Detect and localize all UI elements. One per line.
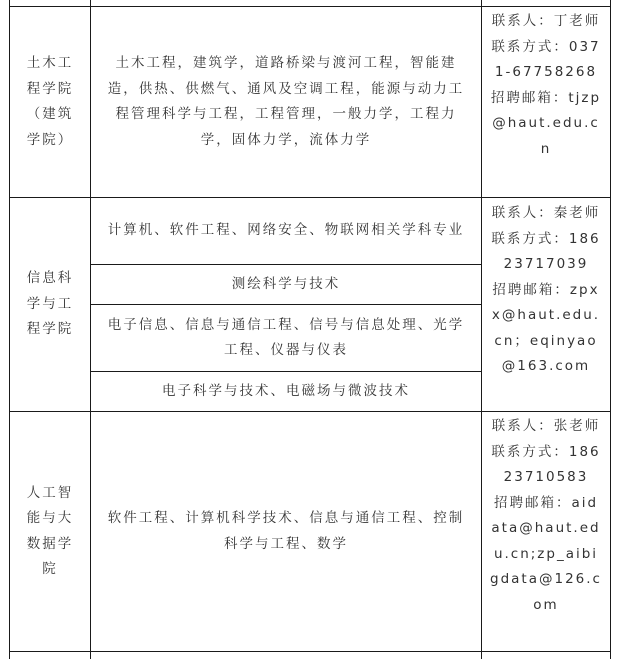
major-list: 电子信息、信息与通信工程、信号与信息处理、光学工程、仪器与仪表 (107, 316, 465, 358)
major-list: 电子科学与技术、电磁场与微波技术 (162, 382, 410, 399)
contact-person: 联系人：丁老师 (491, 13, 601, 29)
table-row-college (10, 198, 90, 411)
table-row-college (10, 7, 90, 197)
contact-phone: 联系方式：18623710583 (491, 443, 601, 485)
contact-person: 联系人：张老师 (491, 418, 601, 434)
table-row-majors (91, 265, 481, 304)
contact-phone: 联系方式：0371-67758268 (491, 38, 601, 80)
table-row-contact (482, 201, 610, 411)
college-name: 人工智能与大数据学院 (26, 484, 74, 577)
major-list: 软件工程、计算机科学技术、信息与通信工程、控制科学与工程、数学 (107, 510, 465, 552)
table-row-contact (482, 414, 610, 651)
college-name: 信息科学与工程学院 (26, 270, 74, 338)
table-row-majors (91, 198, 481, 264)
table-row-majors (91, 305, 481, 371)
major-list: 计算机、软件工程、网络安全、物联网相关学科专业 (107, 222, 465, 239)
table-row-majors (91, 7, 481, 197)
college-name: 土木工程学院（建筑学院） (26, 55, 74, 148)
contact-email: 招聘邮箱：zpxx@haut.edu.cn；eqinyao@163.com (491, 281, 601, 374)
table-row-college (10, 412, 90, 651)
contact-person: 联系人：秦老师 (491, 205, 601, 221)
table-row-contact (482, 9, 610, 197)
table-row-majors (91, 412, 481, 651)
contact-email: 招聘邮箱：tjzp@haut.edu.cn (490, 89, 602, 157)
table-row-majors (91, 372, 481, 411)
contact-phone: 联系方式：18623717039 (491, 230, 601, 272)
contact-email: 招聘邮箱：aidata@haut.edu.cn;zp_aibigdata@126.com (490, 494, 602, 613)
major-list: 测绘科学与技术 (231, 275, 341, 292)
major-list: 土木工程，建筑学，道路桥梁与渡河工程，智能建造，供热、供燃气、通风及空调工程，能源与动力工程管理科学与工程，工程管理，一般力学，工程力学，固体力学，流体力学 (107, 55, 465, 148)
table-border-right (610, 0, 611, 659)
row-divider (9, 651, 611, 652)
